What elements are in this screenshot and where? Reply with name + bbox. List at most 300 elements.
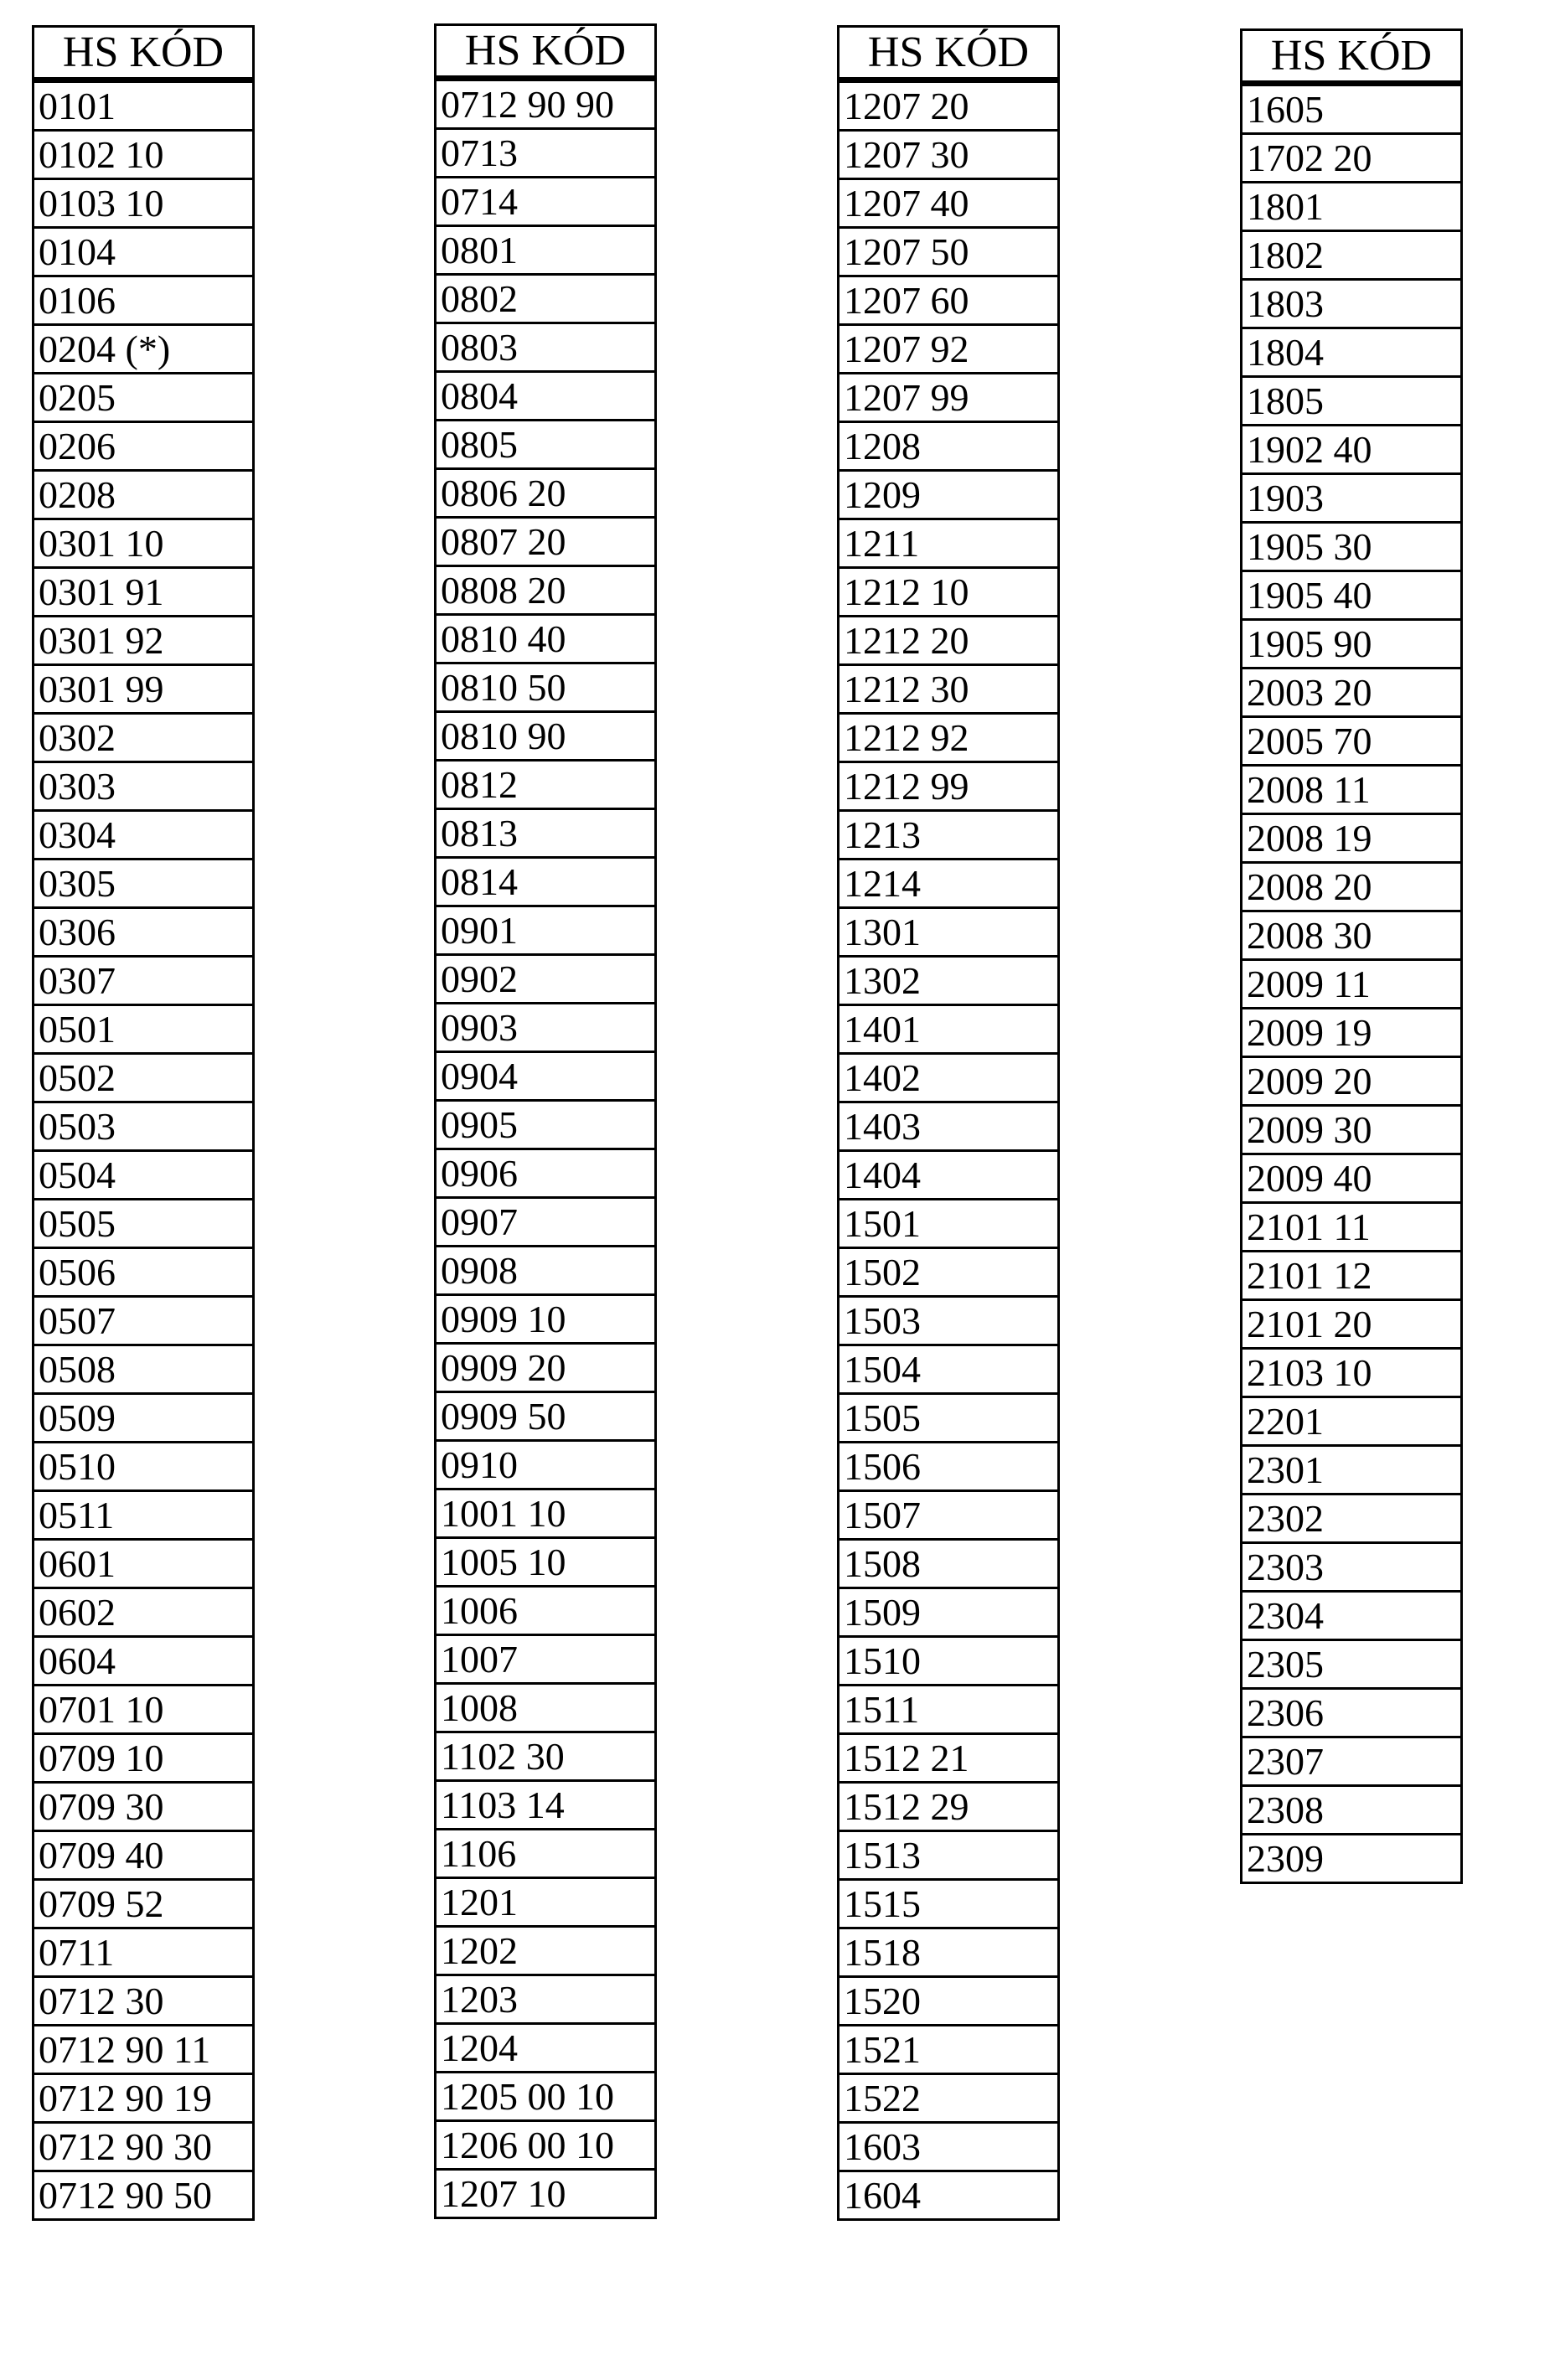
table-row — [1242, 474, 1462, 523]
table-row — [436, 1830, 656, 1878]
hs-code-cell: 0511 — [34, 1491, 254, 1540]
hs-code-cell: 2009 11 — [1242, 960, 1462, 1009]
table-row — [1242, 1495, 1462, 1543]
hs-code-cell: 0301 99 — [34, 665, 254, 714]
table-row — [1242, 1543, 1462, 1592]
table-row — [436, 906, 656, 955]
table-row — [34, 422, 254, 471]
hs-code-table-4 — [1240, 28, 1463, 1884]
hs-code-cell: 0801 — [436, 226, 656, 275]
hs-code-cell: 1008 — [436, 1684, 656, 1732]
table-row — [839, 1880, 1059, 1928]
table-row — [1242, 766, 1462, 814]
table-row — [839, 1540, 1059, 1588]
hs-code-cell: 2009 20 — [1242, 1057, 1462, 1106]
hs-code-cell: 1505 — [839, 1394, 1059, 1443]
table-row — [1242, 1349, 1462, 1397]
hs-code-cell: 0501 — [34, 1005, 254, 1054]
table-row — [839, 131, 1059, 179]
table-row — [1242, 717, 1462, 766]
table-row — [1242, 1009, 1462, 1057]
hs-code-cell: 0902 — [436, 955, 656, 1004]
table-row — [34, 617, 254, 665]
table-row — [34, 80, 254, 131]
table-row — [34, 1588, 254, 1637]
table-row — [839, 325, 1059, 374]
table-row — [839, 2026, 1059, 2074]
table-row — [839, 2074, 1059, 2123]
hs-code-cell: 1803 — [1242, 280, 1462, 328]
table-row — [436, 2121, 656, 2170]
hs-code-cell: 2101 11 — [1242, 1203, 1462, 1252]
hs-code-cell: 0910 — [436, 1441, 656, 1489]
table-row — [839, 2171, 1059, 2220]
table-row — [436, 2024, 656, 2073]
table-row — [1242, 1446, 1462, 1495]
hs-code-cell: 1511 — [839, 1686, 1059, 1734]
table-row — [839, 617, 1059, 665]
hs-code-cell: 1207 50 — [839, 228, 1059, 276]
column-header: HS KÓD — [1242, 30, 1462, 84]
hs-code-cell: 0713 — [436, 129, 656, 178]
hs-code-cell: 0712 90 50 — [34, 2171, 254, 2220]
hs-code-cell: 0709 30 — [34, 1783, 254, 1831]
table-row — [436, 1441, 656, 1489]
table-row — [436, 1927, 656, 1975]
table-row — [436, 566, 656, 615]
table-row — [1242, 1397, 1462, 1446]
table-row — [34, 1248, 254, 1297]
table-row — [839, 1200, 1059, 1248]
hs-code-cell: 2304 — [1242, 1592, 1462, 1640]
hs-code-cell: 1207 40 — [839, 179, 1059, 228]
table-row — [436, 226, 656, 275]
table-row — [1242, 1737, 1462, 1786]
hs-code-cell: 0709 52 — [34, 1880, 254, 1928]
table-row — [436, 1684, 656, 1732]
hs-code-cell: 2309 — [1242, 1835, 1462, 1883]
table-row — [1242, 1835, 1462, 1883]
table-row — [34, 811, 254, 860]
table-row — [839, 1345, 1059, 1394]
table-row — [436, 1975, 656, 2024]
hs-code-cell: 1902 40 — [1242, 426, 1462, 474]
table-row — [34, 1054, 254, 1102]
table-row — [34, 1200, 254, 1248]
table-row — [436, 1635, 656, 1684]
hs-code-cell: 1804 — [1242, 328, 1462, 377]
hs-code-cell: 0904 — [436, 1052, 656, 1101]
hs-code-cell: 0907 — [436, 1198, 656, 1247]
hs-code-cell: 1203 — [436, 1975, 656, 2024]
hs-code-table-1 — [32, 25, 255, 2221]
table-row — [34, 1928, 254, 1977]
table-row — [839, 908, 1059, 957]
table-row — [436, 1295, 656, 1344]
hs-code-cell: 2008 11 — [1242, 766, 1462, 814]
hs-code-cell: 1208 — [839, 422, 1059, 471]
hs-code-cell: 1211 — [839, 519, 1059, 568]
table-row — [1242, 814, 1462, 863]
table-row — [1242, 134, 1462, 183]
table-row — [34, 2026, 254, 2074]
hs-code-cell: 0814 — [436, 858, 656, 906]
table-row — [34, 1831, 254, 1880]
hs-code-cell: 1404 — [839, 1151, 1059, 1200]
hs-code-cell: 0903 — [436, 1004, 656, 1052]
hs-code-cell: 0304 — [34, 811, 254, 860]
hs-code-cell: 0908 — [436, 1247, 656, 1295]
hs-code-cell: 1212 10 — [839, 568, 1059, 617]
hs-code-cell: 0802 — [436, 275, 656, 323]
hs-code-cell: 1507 — [839, 1491, 1059, 1540]
hs-code-cell: 0509 — [34, 1394, 254, 1443]
table-row — [839, 228, 1059, 276]
hs-code-cell: 1512 29 — [839, 1783, 1059, 1831]
hs-code-cell: 2008 20 — [1242, 863, 1462, 911]
hs-code-cell: 1502 — [839, 1248, 1059, 1297]
table-row — [436, 712, 656, 761]
table-row — [34, 1102, 254, 1151]
hs-code-cell: 0104 — [34, 228, 254, 276]
hs-code-cell: 0714 — [436, 178, 656, 226]
table-row — [839, 714, 1059, 762]
hs-code-cell: 2008 30 — [1242, 911, 1462, 960]
table-row — [34, 1005, 254, 1054]
hs-code-cell: 0305 — [34, 860, 254, 908]
hs-code-cell: 0601 — [34, 1540, 254, 1588]
table-row — [839, 1977, 1059, 2026]
hs-code-cell: 2303 — [1242, 1543, 1462, 1592]
hs-code-cell: 2009 40 — [1242, 1154, 1462, 1203]
hs-code-cell: 0504 — [34, 1151, 254, 1200]
table-row — [34, 908, 254, 957]
table-row — [34, 1491, 254, 1540]
hs-code-cell: 0204 (*) — [34, 325, 254, 374]
table-row — [839, 2123, 1059, 2171]
table-row — [34, 2074, 254, 2123]
hs-code-cell: 0712 90 30 — [34, 2123, 254, 2171]
table-row — [436, 323, 656, 372]
hs-code-cell: 1503 — [839, 1297, 1059, 1345]
table-row — [839, 957, 1059, 1005]
table-row — [839, 1734, 1059, 1783]
hs-code-cell: 1504 — [839, 1345, 1059, 1394]
table-row — [1242, 426, 1462, 474]
table-row — [1242, 620, 1462, 669]
table-row — [1242, 1057, 1462, 1106]
table-row — [34, 1977, 254, 2026]
table-row — [34, 471, 254, 519]
table-row — [436, 1538, 656, 1587]
table-row — [436, 1149, 656, 1198]
hs-code-cell: 1209 — [839, 471, 1059, 519]
hs-code-cell: 0301 92 — [34, 617, 254, 665]
hs-code-cell: 1905 40 — [1242, 571, 1462, 620]
table-row — [436, 2170, 656, 2218]
hs-code-cell: 1508 — [839, 1540, 1059, 1588]
table-row — [839, 80, 1059, 131]
hs-code-cell: 1401 — [839, 1005, 1059, 1054]
table-row — [34, 568, 254, 617]
hs-code-cell: 1207 99 — [839, 374, 1059, 422]
hs-code-cell: 0205 — [34, 374, 254, 422]
table-row — [839, 1831, 1059, 1880]
hs-code-cell: 1520 — [839, 1977, 1059, 2026]
hs-code-cell: 0502 — [34, 1054, 254, 1102]
table-row — [34, 2123, 254, 2171]
table-row — [839, 1297, 1059, 1345]
hs-code-cell: 1006 — [436, 1587, 656, 1635]
table-row — [436, 518, 656, 566]
hs-code-cell: 0101 — [34, 80, 254, 131]
table-row — [436, 275, 656, 323]
table-row — [34, 1394, 254, 1443]
hs-code-cell: 1905 30 — [1242, 523, 1462, 571]
hs-code-cell: 1207 92 — [839, 325, 1059, 374]
table-row — [1242, 863, 1462, 911]
hs-code-cell: 2005 70 — [1242, 717, 1462, 766]
table-row — [436, 1781, 656, 1830]
hs-code-cell: 0709 40 — [34, 1831, 254, 1880]
hs-code-cell: 0712 30 — [34, 1977, 254, 2026]
table-row — [436, 469, 656, 518]
hs-code-cell: 0813 — [436, 809, 656, 858]
hs-code-cell: 1805 — [1242, 377, 1462, 426]
table-row — [436, 372, 656, 421]
table-row — [1242, 1689, 1462, 1737]
hs-code-cell: 1509 — [839, 1588, 1059, 1637]
hs-code-cell: 1402 — [839, 1054, 1059, 1102]
hs-code-cell: 1905 90 — [1242, 620, 1462, 669]
table-row — [34, 957, 254, 1005]
hs-code-table-3 — [837, 25, 1060, 2221]
table-row — [839, 471, 1059, 519]
table-row — [436, 809, 656, 858]
hs-code-cell: 0103 10 — [34, 179, 254, 228]
hs-code-cell: 0808 20 — [436, 566, 656, 615]
hs-code-cell: 0909 20 — [436, 1344, 656, 1392]
table-row — [436, 1587, 656, 1635]
hs-code-cell: 0208 — [34, 471, 254, 519]
table-row — [34, 1734, 254, 1783]
table-row — [839, 1005, 1059, 1054]
column-header: HS KÓD — [839, 27, 1059, 80]
table-row — [1242, 1203, 1462, 1252]
table-row — [436, 663, 656, 712]
hs-code-cell: 0803 — [436, 323, 656, 372]
table-row — [1242, 1154, 1462, 1203]
table-row — [34, 714, 254, 762]
table-row — [1242, 960, 1462, 1009]
hs-code-cell: 2009 30 — [1242, 1106, 1462, 1154]
hs-code-cell: 1202 — [436, 1927, 656, 1975]
hs-code-cell: 1802 — [1242, 231, 1462, 280]
table-row — [436, 955, 656, 1004]
table-row — [436, 1344, 656, 1392]
hs-code-cell: 0712 90 11 — [34, 2026, 254, 2074]
hs-code-cell: 2003 20 — [1242, 669, 1462, 717]
hs-code-cell: 1801 — [1242, 183, 1462, 231]
table-row — [1242, 328, 1462, 377]
table-row — [839, 1054, 1059, 1102]
hs-code-cell: 0604 — [34, 1637, 254, 1686]
table-row — [839, 1151, 1059, 1200]
hs-code-cell: 1605 — [1242, 84, 1462, 134]
hs-code-cell: 2307 — [1242, 1737, 1462, 1786]
table-row — [1242, 377, 1462, 426]
hs-code-cell: 1603 — [839, 2123, 1059, 2171]
table-row — [34, 1297, 254, 1345]
hs-code-cell: 1512 21 — [839, 1734, 1059, 1783]
table-row — [34, 228, 254, 276]
table-row — [34, 179, 254, 228]
hs-code-cell: 1001 10 — [436, 1489, 656, 1538]
hs-code-cell: 1212 20 — [839, 617, 1059, 665]
table-row — [839, 1102, 1059, 1151]
hs-code-cell: 0806 20 — [436, 469, 656, 518]
table-row — [34, 519, 254, 568]
table-row — [436, 2073, 656, 2121]
hs-code-table-2 — [434, 23, 657, 2219]
table-row — [1242, 669, 1462, 717]
table-row — [436, 1489, 656, 1538]
hs-code-cell: 1501 — [839, 1200, 1059, 1248]
table-row — [839, 374, 1059, 422]
table-row — [839, 276, 1059, 325]
hs-code-cell: 1207 10 — [436, 2170, 656, 2218]
hs-code-cell: 1522 — [839, 2074, 1059, 2123]
hs-code-cell: 0812 — [436, 761, 656, 809]
hs-code-cell: 0307 — [34, 957, 254, 1005]
hs-code-cell: 1206 00 10 — [436, 2121, 656, 2170]
hs-code-cell: 1204 — [436, 2024, 656, 2073]
hs-code-cell: 2101 20 — [1242, 1300, 1462, 1349]
table-row — [34, 374, 254, 422]
hs-code-cell: 0303 — [34, 762, 254, 811]
table-row — [839, 1248, 1059, 1297]
hs-code-cell: 0510 — [34, 1443, 254, 1491]
hs-code-cell: 0909 50 — [436, 1392, 656, 1441]
table-row — [436, 1004, 656, 1052]
table-row — [839, 811, 1059, 860]
table-row — [34, 860, 254, 908]
table-row — [839, 179, 1059, 228]
table-row — [839, 1637, 1059, 1686]
hs-code-cell: 1201 — [436, 1878, 656, 1927]
hs-code-cell: 1702 20 — [1242, 134, 1462, 183]
table-row — [1242, 571, 1462, 620]
hs-code-cell: 0901 — [436, 906, 656, 955]
table-row — [839, 568, 1059, 617]
table-row — [34, 1686, 254, 1734]
hs-code-cell: 1301 — [839, 908, 1059, 957]
table-row — [436, 79, 656, 129]
hs-code-cell: 2306 — [1242, 1689, 1462, 1737]
hs-code-cell: 2103 10 — [1242, 1349, 1462, 1397]
table-row — [34, 1540, 254, 1588]
hs-code-cell: 0106 — [34, 276, 254, 325]
hs-code-cell: 1510 — [839, 1637, 1059, 1686]
table-row — [436, 1247, 656, 1295]
table-row — [34, 131, 254, 179]
hs-code-cell: 1207 30 — [839, 131, 1059, 179]
hs-code-cell: 1403 — [839, 1102, 1059, 1151]
hs-code-cell: 0805 — [436, 421, 656, 469]
table-row — [34, 762, 254, 811]
table-row — [1242, 1786, 1462, 1835]
table-row — [1242, 231, 1462, 280]
hs-code-cell: 1903 — [1242, 474, 1462, 523]
table-row — [1242, 911, 1462, 960]
table-row — [436, 1052, 656, 1101]
hs-code-cell: 0709 10 — [34, 1734, 254, 1783]
hs-code-cell: 1515 — [839, 1880, 1059, 1928]
table-row — [839, 860, 1059, 908]
table-row — [839, 1783, 1059, 1831]
hs-code-cell: 1007 — [436, 1635, 656, 1684]
table-row — [839, 1686, 1059, 1734]
column-header: HS KÓD — [436, 25, 656, 79]
hs-code-cell: 1212 92 — [839, 714, 1059, 762]
table-row — [1242, 1106, 1462, 1154]
hs-code-cell: 2201 — [1242, 1397, 1462, 1446]
hs-code-cell: 0503 — [34, 1102, 254, 1151]
hs-code-cell: 1005 10 — [436, 1538, 656, 1587]
table-row — [839, 1394, 1059, 1443]
hs-code-cell: 0508 — [34, 1345, 254, 1394]
table-row — [436, 1878, 656, 1927]
table-row — [1242, 84, 1462, 134]
table-row — [34, 1783, 254, 1831]
hs-code-cell: 2305 — [1242, 1640, 1462, 1689]
table-row — [34, 1637, 254, 1686]
table-row — [436, 1392, 656, 1441]
hs-code-cell: 0810 50 — [436, 663, 656, 712]
hs-code-cell: 2301 — [1242, 1446, 1462, 1495]
table-row — [34, 325, 254, 374]
hs-code-cell: 0711 — [34, 1928, 254, 1977]
table-row — [34, 1151, 254, 1200]
hs-code-cell: 1106 — [436, 1830, 656, 1878]
hs-code-cell: 0909 10 — [436, 1295, 656, 1344]
hs-code-cell: 2009 19 — [1242, 1009, 1462, 1057]
table-row — [436, 858, 656, 906]
table-row — [436, 1732, 656, 1781]
table-row — [436, 1198, 656, 1247]
table-row — [1242, 1640, 1462, 1689]
hs-code-cell: 0810 40 — [436, 615, 656, 663]
hs-code-cell: 1518 — [839, 1928, 1059, 1977]
hs-code-cell: 1521 — [839, 2026, 1059, 2074]
hs-code-cell: 2308 — [1242, 1786, 1462, 1835]
hs-code-cell: 1302 — [839, 957, 1059, 1005]
hs-code-cell: 1103 14 — [436, 1781, 656, 1830]
hs-code-cell: 0301 10 — [34, 519, 254, 568]
table-row — [34, 2171, 254, 2220]
hs-code-cell: 0102 10 — [34, 131, 254, 179]
column-header: HS KÓD — [34, 27, 254, 80]
hs-code-cell: 1212 30 — [839, 665, 1059, 714]
hs-code-cell: 1506 — [839, 1443, 1059, 1491]
table-row — [1242, 280, 1462, 328]
table-row — [839, 519, 1059, 568]
table-row — [436, 178, 656, 226]
hs-code-cell: 1207 60 — [839, 276, 1059, 325]
hs-code-cell: 0712 90 19 — [34, 2074, 254, 2123]
table-row — [34, 1443, 254, 1491]
hs-code-cell: 0206 — [34, 422, 254, 471]
